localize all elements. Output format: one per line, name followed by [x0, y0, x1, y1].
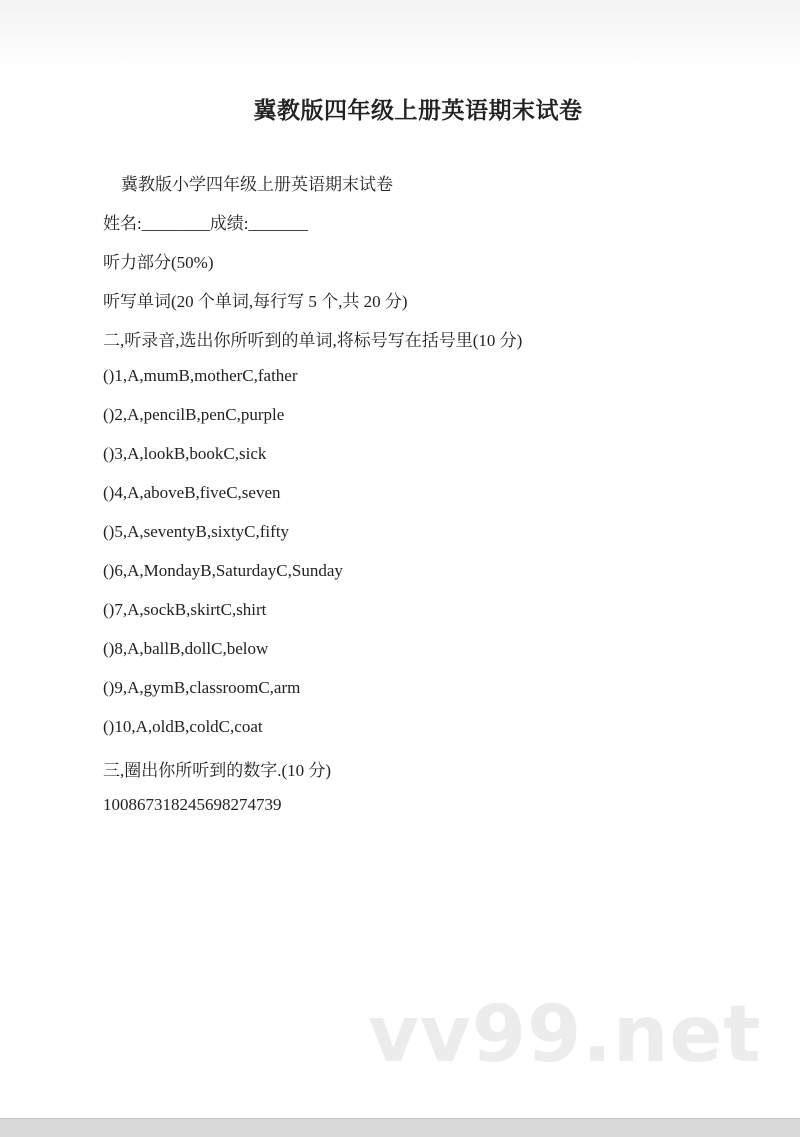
document-title: 冀教版四年级上册英语期末试卷	[253, 98, 583, 124]
section-two-instruction: 二,听录音,选出你所听到的单词,将标号写在括号里(10 分)	[103, 331, 523, 350]
question-4: ()4,A,aboveB,fiveC,seven	[103, 483, 281, 502]
question-7: ()7,A,sockB,skirtC,shirt	[103, 600, 267, 619]
watermark: vv99.net	[368, 990, 762, 1080]
question-2: ()2,A,pencilB,penC,purple	[103, 405, 285, 424]
question-1: ()1,A,mumB,motherC,father	[103, 366, 298, 385]
listening-section-heading: 听力部分(50%)	[103, 253, 214, 272]
subtitle-line: 冀教版小学四年级上册英语期末试卷	[121, 175, 393, 194]
name-score-line: 姓名:________成绩:_______	[103, 214, 308, 233]
number-sequence: 10086731824569827473​9	[103, 795, 282, 814]
question-5: ()5,A,seventyB,sixtyC,fifty	[103, 522, 290, 541]
section-three-instruction: 三,圈出你所听到的数字.(10 分)	[103, 761, 332, 780]
page-top-shade	[0, 0, 800, 70]
question-6: ()6,A,MondayB,SaturdayC,Sunday	[103, 561, 343, 580]
page-bottom-bar	[0, 1118, 800, 1137]
question-3: ()3,A,lookB,bookC,sick	[103, 444, 267, 463]
question-10: ()10,A,oldB,coldC,coat	[103, 717, 263, 736]
dictation-instruction: 听写单词(20 个单词,每行写 5 个,共 20 分)	[103, 292, 408, 311]
question-8: ()8,A,ballB,dollC,below	[103, 639, 269, 658]
question-9: ()9,A,gymB,classroomC,arm	[103, 678, 301, 697]
